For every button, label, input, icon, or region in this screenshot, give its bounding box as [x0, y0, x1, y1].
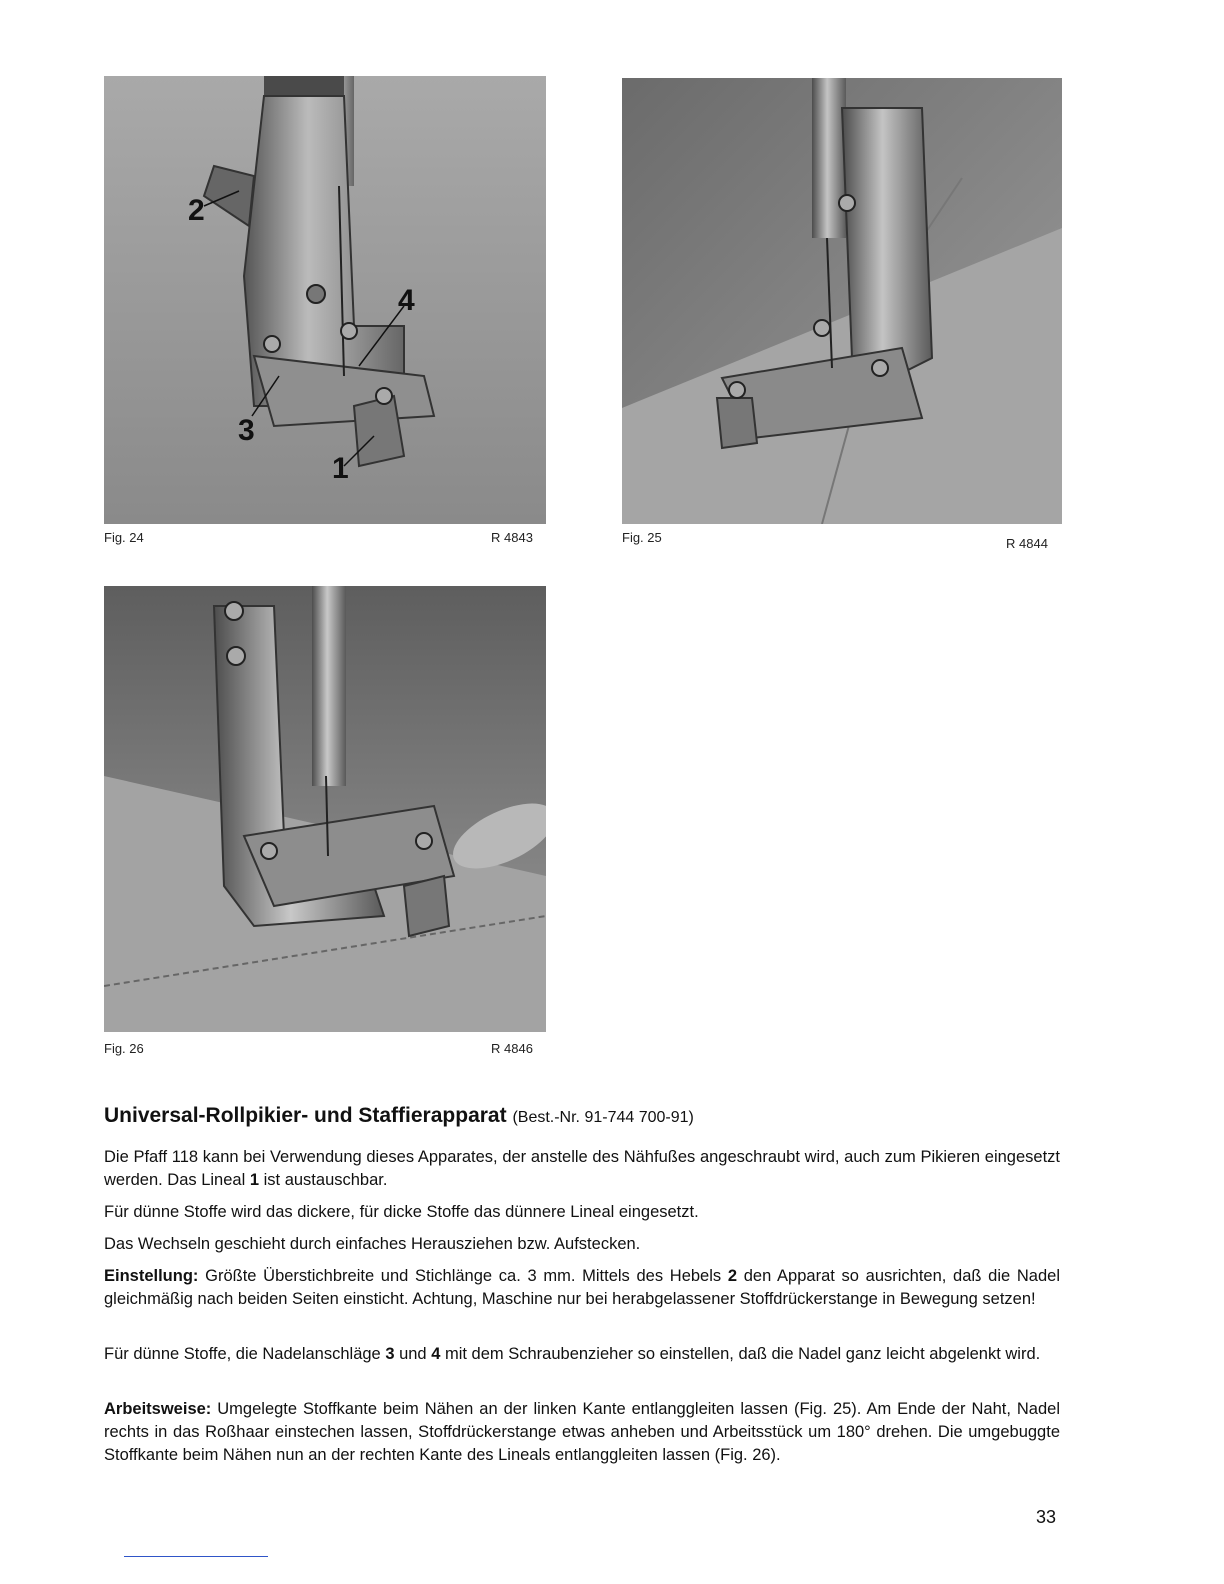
p4-text-b: den Apparat so ausrichten, daß die Nadel gleichmäßig nach beiden Seiten einsticht. Achtung, Maschine nur bei herabgelassener Stoffdrückerstange in Bewegung setzen! [104, 1267, 1060, 1308]
footer-rule [124, 1556, 268, 1557]
paragraph-2 [104, 1201, 1060, 1224]
figure-24-ref: R 4843 [491, 530, 533, 545]
callout-3: 3 [238, 414, 255, 447]
p5-num-2: 4 [431, 1345, 441, 1363]
p4-num: 2 [727, 1267, 738, 1285]
callout-1: 1 [332, 452, 349, 485]
p1-text-b: ist austauschbar. [259, 1171, 388, 1189]
figure-25-caption: Fig. 25 [622, 530, 662, 545]
p3-text: Das Wechseln geschieht durch einfaches Herausziehen bzw. Aufstecken. [104, 1235, 641, 1253]
p2-text: Für dünne Stoffe wird das dickere, für dicke Stoffe das dünnere Lineal eingesetzt. [104, 1203, 699, 1221]
callout-4: 4 [398, 284, 415, 317]
p1-text-a: Die Pfaff 118 kann bei Verwendung dieses Apparates, der anstelle des Nähfußes angeschraubt wird, auch zum Pikieren eingesetzt werden. Das Lineal [104, 1148, 1060, 1189]
figure-26-photo [104, 586, 546, 1032]
figure-25-ref: R 4844 [1006, 536, 1048, 551]
heading-title: Universal-Rollpikier- und Staffierapparat [104, 1104, 507, 1127]
p5-text-a: Für dünne Stoffe, die Nadelanschläge [104, 1345, 386, 1363]
paragraph-1 [104, 1146, 1060, 1192]
section-heading [104, 1104, 694, 1128]
p5-text-b: mit dem Schraubenzieher so einstellen, daß die Nadel ganz leicht abgelenkt wird. [440, 1345, 1041, 1363]
figure-26-caption: Fig. 26 [104, 1041, 144, 1056]
figure-24-caption: Fig. 24 [104, 530, 144, 545]
p4-text-a: Größte Überstichbreite und Stichlänge ca. 3 mm. Mittels des Hebels [198, 1267, 728, 1285]
p5-num-1: 3 [385, 1345, 395, 1363]
paragraph-5 [104, 1343, 1060, 1366]
paragraph-3 [104, 1233, 1060, 1256]
p6-text: Umgelegte Stoffkante beim Nähen an der linken Kante entlanggleiten lassen (Fig. 25). Am Ende der Naht, Nadel rechts in das Roßhaar einstechen lassen, Stoffdrückerstange etwas anheben und Arbeitsstück um 180° drehen. Die umgebuggte Stoffkante beim Nähen nun an der rechten Kante des Lineals entlanggleiten lassen (Fig. 26). [104, 1400, 1060, 1464]
page-number: 33 [1036, 1507, 1057, 1527]
order-number: (Best.-Nr. 91-744 700-91) [512, 1109, 694, 1126]
paragraph-6 [104, 1398, 1060, 1467]
p4-label: Einstellung: [104, 1267, 199, 1285]
p5-and: und [394, 1345, 432, 1363]
figure-25-photo [622, 78, 1062, 524]
figure-24-photo [104, 76, 546, 524]
figure-26-ref: R 4846 [491, 1041, 533, 1056]
p6-label: Arbeitsweise: [104, 1400, 212, 1418]
paragraph-4 [104, 1265, 1060, 1311]
callout-2: 2 [188, 194, 205, 227]
p1-num: 1 [249, 1171, 260, 1189]
